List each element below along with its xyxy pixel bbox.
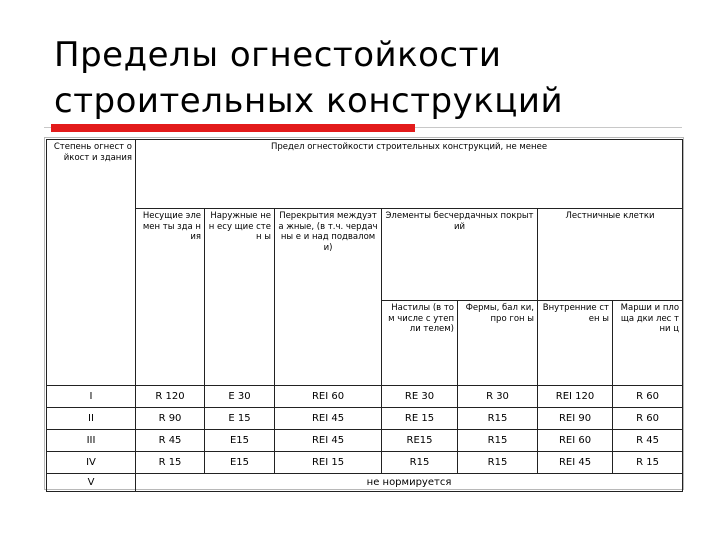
title-accent-bar bbox=[51, 124, 415, 132]
cell: REI 60 bbox=[538, 430, 613, 452]
header-fire-degree: Степень огнест ойкост и здания bbox=[47, 140, 136, 386]
header-fire-limit-group: Предел огнестойкости строительных конструкций, не менее bbox=[136, 140, 683, 209]
cell: R 45 bbox=[136, 430, 205, 452]
cell: R15 bbox=[458, 452, 538, 474]
cell-degree: IV bbox=[47, 452, 136, 474]
cell: REI 90 bbox=[538, 408, 613, 430]
cell: R 90 bbox=[136, 408, 205, 430]
table-row bbox=[47, 474, 683, 492]
cell: E15 bbox=[205, 452, 275, 474]
cell-degree: I bbox=[47, 386, 136, 408]
cell: R 30 bbox=[458, 386, 538, 408]
cell: REI 45 bbox=[275, 430, 382, 452]
header-load-bearing-elements: Несущие эле мен ты зда ния bbox=[136, 209, 205, 386]
title-line-2: строительных конструкций bbox=[54, 81, 564, 121]
header-exterior-walls: Наружные нен есу щие стен ы bbox=[205, 209, 275, 386]
cell: RE 30 bbox=[382, 386, 458, 408]
cell: R 120 bbox=[136, 386, 205, 408]
header-roof-trusses: Фермы, бал ки, про гон ы bbox=[458, 301, 538, 386]
cell: R15 bbox=[382, 452, 458, 474]
cell: R 15 bbox=[613, 452, 683, 474]
cell-degree: V bbox=[47, 474, 136, 492]
cell: R15 bbox=[458, 408, 538, 430]
fire-resistance-table bbox=[46, 139, 683, 492]
header-stair-inner-walls: Внутренние стен ы bbox=[538, 301, 613, 386]
cell: REI 45 bbox=[538, 452, 613, 474]
header-stair-flights: Марши и пло ща дки лес тни ц bbox=[613, 301, 683, 386]
cell-not-regulated: не нормируется bbox=[136, 474, 683, 492]
cell: REI 15 bbox=[275, 452, 382, 474]
header-roof-elements: Элементы бесчердачных покрытий bbox=[382, 209, 538, 301]
cell: R 15 bbox=[136, 452, 205, 474]
cell: REI 45 bbox=[275, 408, 382, 430]
table-row bbox=[47, 386, 683, 408]
cell: REI 120 bbox=[538, 386, 613, 408]
cell: R 60 bbox=[613, 386, 683, 408]
cell: E 30 bbox=[205, 386, 275, 408]
header-roof-decking: Настилы (в том числе с утепли телем) bbox=[382, 301, 458, 386]
cell: RE15 bbox=[382, 430, 458, 452]
table-row bbox=[47, 408, 683, 430]
cell: RE 15 bbox=[382, 408, 458, 430]
cell: R15 bbox=[458, 430, 538, 452]
header-staircases: Лестничные клетки bbox=[538, 209, 683, 301]
cell: E 15 bbox=[205, 408, 275, 430]
cell: R 45 bbox=[613, 430, 683, 452]
cell: REI 60 bbox=[275, 386, 382, 408]
table-row bbox=[47, 430, 683, 452]
header-floor-slabs: Перекрытия междуэта жные, (в т.ч. чердачны е и над подвалом и) bbox=[275, 209, 382, 386]
cell-degree: III bbox=[47, 430, 136, 452]
title-line-1: Пределы огнестойкости bbox=[54, 35, 502, 75]
cell: E15 bbox=[205, 430, 275, 452]
slide-title bbox=[54, 32, 694, 124]
cell: R 60 bbox=[613, 408, 683, 430]
table-row bbox=[47, 452, 683, 474]
cell-degree: II bbox=[47, 408, 136, 430]
